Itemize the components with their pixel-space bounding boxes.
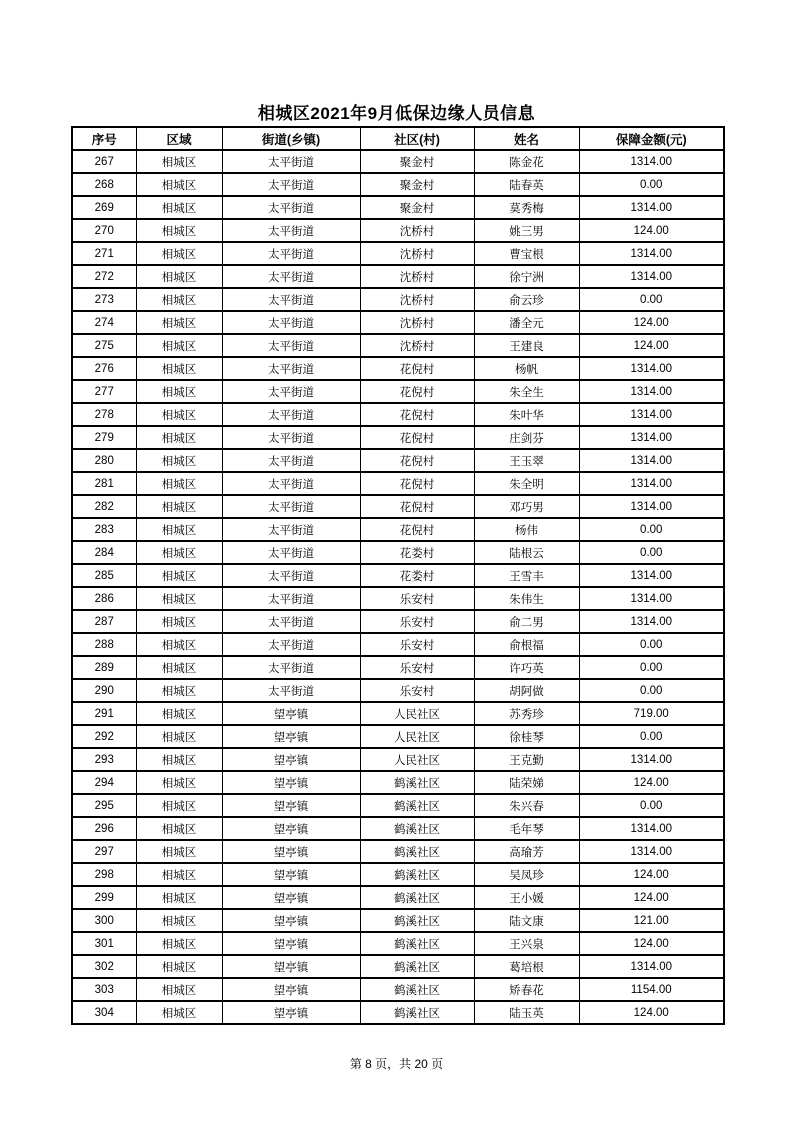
table-cell: 王建良	[474, 334, 579, 357]
table-cell: 278	[72, 403, 136, 426]
table-cell: 1314.00	[579, 265, 724, 288]
table-cell: 俞根福	[474, 633, 579, 656]
table-cell: 相城区	[136, 863, 222, 886]
table-cell: 胡阿做	[474, 679, 579, 702]
table-cell: 299	[72, 886, 136, 909]
table-cell: 人民社区	[360, 725, 474, 748]
table-cell: 相城区	[136, 242, 222, 265]
table-cell: 望亭镇	[222, 771, 360, 794]
table-cell: 288	[72, 633, 136, 656]
table-cell: 沈桥村	[360, 311, 474, 334]
table-cell: 太平街道	[222, 587, 360, 610]
table-row	[72, 610, 724, 633]
table-cell: 太平街道	[222, 633, 360, 656]
table-cell: 庄剑芬	[474, 426, 579, 449]
table-cell: 葛培根	[474, 955, 579, 978]
table-row	[72, 656, 724, 679]
table-row	[72, 633, 724, 656]
table-row	[72, 932, 724, 955]
table-cell: 乐安村	[360, 610, 474, 633]
table-cell: 相城区	[136, 771, 222, 794]
table-cell: 303	[72, 978, 136, 1001]
table-cell: 270	[72, 219, 136, 242]
table-cell: 太平街道	[222, 472, 360, 495]
table-cell: 0.00	[579, 288, 724, 311]
table-cell: 乐安村	[360, 633, 474, 656]
table-cell: 304	[72, 1001, 136, 1024]
table-cell: 王小媛	[474, 886, 579, 909]
table-row	[72, 771, 724, 794]
table-cell: 许巧英	[474, 656, 579, 679]
table-row	[72, 288, 724, 311]
table-cell: 294	[72, 771, 136, 794]
table-cell: 相城区	[136, 472, 222, 495]
table-cell: 聚金村	[360, 196, 474, 219]
table-row	[72, 587, 724, 610]
table-cell: 282	[72, 495, 136, 518]
table-cell: 295	[72, 794, 136, 817]
table-cell: 望亭镇	[222, 886, 360, 909]
table-cell: 望亭镇	[222, 955, 360, 978]
table-cell: 相城区	[136, 817, 222, 840]
table-row	[72, 472, 724, 495]
table-cell: 鹤溪社区	[360, 1001, 474, 1024]
table-cell: 莫秀梅	[474, 196, 579, 219]
header-cell: 姓名	[474, 127, 579, 150]
table-cell: 鹤溪社区	[360, 932, 474, 955]
table-cell: 相城区	[136, 288, 222, 311]
table-cell: 鹤溪社区	[360, 886, 474, 909]
table-cell: 花倪村	[360, 380, 474, 403]
table-cell: 0.00	[579, 633, 724, 656]
table-cell: 275	[72, 334, 136, 357]
table-cell: 高瑜芳	[474, 840, 579, 863]
table-cell: 相城区	[136, 449, 222, 472]
table-cell: 相城区	[136, 150, 222, 173]
table-cell: 花倪村	[360, 357, 474, 380]
table-cell: 乐安村	[360, 587, 474, 610]
table-cell: 鹤溪社区	[360, 955, 474, 978]
table-cell: 124.00	[579, 771, 724, 794]
table-cell: 相城区	[136, 748, 222, 771]
data-table	[71, 126, 725, 1025]
table-cell: 望亭镇	[222, 863, 360, 886]
table-cell: 1314.00	[579, 196, 724, 219]
header-cell: 保障金额(元)	[579, 127, 724, 150]
table-cell: 太平街道	[222, 173, 360, 196]
table-cell: 太平街道	[222, 196, 360, 219]
table-cell: 太平街道	[222, 242, 360, 265]
table-cell: 274	[72, 311, 136, 334]
table-cell: 1314.00	[579, 610, 724, 633]
table-cell: 陆文康	[474, 909, 579, 932]
table-cell: 287	[72, 610, 136, 633]
table-cell: 花倪村	[360, 426, 474, 449]
table-body	[72, 150, 724, 1024]
table-cell: 1314.00	[579, 403, 724, 426]
table-cell: 沈桥村	[360, 334, 474, 357]
table-cell: 毛年琴	[474, 817, 579, 840]
table-row	[72, 311, 724, 334]
table-cell: 相城区	[136, 909, 222, 932]
table-cell: 人民社区	[360, 702, 474, 725]
table-cell: 王玉翠	[474, 449, 579, 472]
table-cell: 人民社区	[360, 748, 474, 771]
table-cell: 徐宁洲	[474, 265, 579, 288]
table-cell: 1314.00	[579, 426, 724, 449]
table-cell: 沈桥村	[360, 288, 474, 311]
table-cell: 望亭镇	[222, 725, 360, 748]
table-cell: 267	[72, 150, 136, 173]
table-row	[72, 541, 724, 564]
table-cell: 相城区	[136, 1001, 222, 1024]
table-cell: 290	[72, 679, 136, 702]
table-cell: 朱兴春	[474, 794, 579, 817]
table-cell: 相城区	[136, 311, 222, 334]
table-cell: 聚金村	[360, 173, 474, 196]
table-cell: 300	[72, 909, 136, 932]
table-cell: 朱全生	[474, 380, 579, 403]
header-cell: 社区(村)	[360, 127, 474, 150]
table-cell: 花娄村	[360, 564, 474, 587]
table-cell: 潘全元	[474, 311, 579, 334]
table-cell: 相城区	[136, 656, 222, 679]
table-cell: 276	[72, 357, 136, 380]
table-row	[72, 702, 724, 725]
table-row	[72, 380, 724, 403]
table-row	[72, 886, 724, 909]
table-cell: 俞云珍	[474, 288, 579, 311]
table-row	[72, 863, 724, 886]
table-cell: 相城区	[136, 978, 222, 1001]
table-cell: 相城区	[136, 725, 222, 748]
table-cell: 朱全明	[474, 472, 579, 495]
table-row	[72, 265, 724, 288]
table-cell: 太平街道	[222, 288, 360, 311]
table-cell: 1314.00	[579, 955, 724, 978]
table-cell: 太平街道	[222, 449, 360, 472]
table-cell: 沈桥村	[360, 242, 474, 265]
table-cell: 望亭镇	[222, 932, 360, 955]
table-row	[72, 495, 724, 518]
table-row	[72, 1001, 724, 1024]
table-cell: 相城区	[136, 357, 222, 380]
table-row	[72, 564, 724, 587]
table-cell: 1314.00	[579, 380, 724, 403]
table-cell: 283	[72, 518, 136, 541]
table-cell: 苏秀珍	[474, 702, 579, 725]
table-cell: 124.00	[579, 1001, 724, 1024]
table-cell: 望亭镇	[222, 702, 360, 725]
table-cell: 望亭镇	[222, 1001, 360, 1024]
table-cell: 0.00	[579, 725, 724, 748]
table-cell: 268	[72, 173, 136, 196]
table-row	[72, 219, 724, 242]
table-cell: 1314.00	[579, 817, 724, 840]
table-cell: 272	[72, 265, 136, 288]
table-row	[72, 909, 724, 932]
table-cell: 0.00	[579, 794, 724, 817]
table-cell: 相城区	[136, 380, 222, 403]
table-cell: 吴凤珍	[474, 863, 579, 886]
table-row	[72, 150, 724, 173]
table-cell: 1314.00	[579, 150, 724, 173]
table-cell: 太平街道	[222, 380, 360, 403]
table-cell: 相城区	[136, 334, 222, 357]
table-cell: 719.00	[579, 702, 724, 725]
table-cell: 285	[72, 564, 136, 587]
table-cell: 望亭镇	[222, 748, 360, 771]
table-cell: 曹宝根	[474, 242, 579, 265]
table-cell: 相城区	[136, 840, 222, 863]
table-row	[72, 955, 724, 978]
table-cell: 王兴泉	[474, 932, 579, 955]
table-cell: 相城区	[136, 219, 222, 242]
table-cell: 124.00	[579, 334, 724, 357]
table-cell: 鹤溪社区	[360, 794, 474, 817]
table-cell: 沈桥村	[360, 219, 474, 242]
table-cell: 姚三男	[474, 219, 579, 242]
table-cell: 297	[72, 840, 136, 863]
table-cell: 291	[72, 702, 136, 725]
table-cell: 相城区	[136, 541, 222, 564]
table-cell: 太平街道	[222, 426, 360, 449]
table-cell: 望亭镇	[222, 840, 360, 863]
table-cell: 鹤溪社区	[360, 978, 474, 1001]
page-title: 相城区2021年9月低保边缘人员信息	[257, 104, 536, 123]
table-cell: 太平街道	[222, 541, 360, 564]
table-cell: 相城区	[136, 702, 222, 725]
table-cell: 杨帆	[474, 357, 579, 380]
table-cell: 太平街道	[222, 518, 360, 541]
table-cell: 花娄村	[360, 541, 474, 564]
table-row	[72, 449, 724, 472]
table-cell: 相城区	[136, 196, 222, 219]
table-cell: 徐桂琴	[474, 725, 579, 748]
table-cell: 太平街道	[222, 357, 360, 380]
table-row	[72, 840, 724, 863]
table-cell: 273	[72, 288, 136, 311]
table-cell: 相城区	[136, 955, 222, 978]
table-cell: 124.00	[579, 863, 724, 886]
table-cell: 相城区	[136, 518, 222, 541]
table-cell: 279	[72, 426, 136, 449]
table-cell: 0.00	[579, 518, 724, 541]
table-cell: 相城区	[136, 265, 222, 288]
table-cell: 太平街道	[222, 311, 360, 334]
table-row	[72, 242, 724, 265]
table-cell: 相城区	[136, 610, 222, 633]
header-row	[72, 127, 724, 150]
table-cell: 293	[72, 748, 136, 771]
table-cell: 鹤溪社区	[360, 863, 474, 886]
table-cell: 太平街道	[222, 150, 360, 173]
table-cell: 相城区	[136, 495, 222, 518]
table-cell: 矫春花	[474, 978, 579, 1001]
header-cell: 街道(乡镇)	[222, 127, 360, 150]
table-cell: 相城区	[136, 564, 222, 587]
table-cell: 太平街道	[222, 679, 360, 702]
table-cell: 281	[72, 472, 136, 495]
table-row	[72, 794, 724, 817]
table-cell: 聚金村	[360, 150, 474, 173]
table-cell: 王克勤	[474, 748, 579, 771]
table-row	[72, 679, 724, 702]
table-cell: 284	[72, 541, 136, 564]
table-cell: 杨伟	[474, 518, 579, 541]
table-cell: 沈桥村	[360, 265, 474, 288]
table-cell: 124.00	[579, 886, 724, 909]
table-cell: 花倪村	[360, 403, 474, 426]
table-cell: 陆玉英	[474, 1001, 579, 1024]
table-cell: 王雪丰	[474, 564, 579, 587]
table-cell: 相城区	[136, 426, 222, 449]
table-cell: 乐安村	[360, 679, 474, 702]
header-cell: 序号	[72, 127, 136, 150]
table-cell: 124.00	[579, 311, 724, 334]
table-cell: 296	[72, 817, 136, 840]
table-cell: 1314.00	[579, 587, 724, 610]
table-cell: 277	[72, 380, 136, 403]
table-cell: 鹤溪社区	[360, 909, 474, 932]
table-cell: 太平街道	[222, 403, 360, 426]
table-cell: 1314.00	[579, 840, 724, 863]
header-cell: 区域	[136, 127, 222, 150]
table-cell: 301	[72, 932, 136, 955]
table-cell: 鹤溪社区	[360, 771, 474, 794]
table-cell: 124.00	[579, 219, 724, 242]
table-cell: 1314.00	[579, 472, 724, 495]
table-cell: 朱伟生	[474, 587, 579, 610]
table-cell: 太平街道	[222, 610, 360, 633]
table-row	[72, 426, 724, 449]
table-cell: 鹤溪社区	[360, 817, 474, 840]
table-cell: 花倪村	[360, 472, 474, 495]
table-cell: 289	[72, 656, 136, 679]
table-cell: 太平街道	[222, 656, 360, 679]
table-cell: 陆根云	[474, 541, 579, 564]
table-cell: 0.00	[579, 656, 724, 679]
table-cell: 相城区	[136, 794, 222, 817]
table-cell: 121.00	[579, 909, 724, 932]
table-cell: 1154.00	[579, 978, 724, 1001]
table-cell: 望亭镇	[222, 794, 360, 817]
table-cell: 陆荣娣	[474, 771, 579, 794]
table-cell: 太平街道	[222, 334, 360, 357]
table-cell: 相城区	[136, 679, 222, 702]
table-cell: 花倪村	[360, 449, 474, 472]
table-row	[72, 978, 724, 1001]
table-cell: 280	[72, 449, 136, 472]
page-number: 第 8 页，共 20 页	[349, 1057, 444, 1071]
table-cell: 298	[72, 863, 136, 886]
table-cell: 相城区	[136, 587, 222, 610]
table-cell: 相城区	[136, 886, 222, 909]
table-cell: 1314.00	[579, 564, 724, 587]
table-row	[72, 334, 724, 357]
table-row	[72, 357, 724, 380]
table-cell: 朱叶华	[474, 403, 579, 426]
table-cell: 花倪村	[360, 518, 474, 541]
table-row	[72, 403, 724, 426]
table-cell: 陆春英	[474, 173, 579, 196]
table-cell: 1314.00	[579, 449, 724, 472]
table-cell: 286	[72, 587, 136, 610]
table-cell: 望亭镇	[222, 978, 360, 1001]
table-row	[72, 725, 724, 748]
table-cell: 鹤溪社区	[360, 840, 474, 863]
table-cell: 1314.00	[579, 748, 724, 771]
table-row	[72, 196, 724, 219]
table-cell: 271	[72, 242, 136, 265]
table-cell: 邓巧男	[474, 495, 579, 518]
table-cell: 相城区	[136, 633, 222, 656]
table-cell: 相城区	[136, 173, 222, 196]
table-cell: 太平街道	[222, 265, 360, 288]
table-cell: 0.00	[579, 541, 724, 564]
table-cell: 相城区	[136, 403, 222, 426]
table-cell: 望亭镇	[222, 817, 360, 840]
table-cell: 0.00	[579, 173, 724, 196]
table-cell: 302	[72, 955, 136, 978]
table-cell: 0.00	[579, 679, 724, 702]
table-cell: 乐安村	[360, 656, 474, 679]
table-cell: 292	[72, 725, 136, 748]
table-cell: 太平街道	[222, 219, 360, 242]
table-cell: 1314.00	[579, 357, 724, 380]
table-row	[72, 173, 724, 196]
table-cell: 太平街道	[222, 495, 360, 518]
table-cell: 太平街道	[222, 564, 360, 587]
table-row	[72, 518, 724, 541]
table-row	[72, 748, 724, 771]
table-row	[72, 817, 724, 840]
table-cell: 124.00	[579, 932, 724, 955]
table-cell: 望亭镇	[222, 909, 360, 932]
table-cell: 1314.00	[579, 242, 724, 265]
table-cell: 相城区	[136, 932, 222, 955]
table-cell: 陈金花	[474, 150, 579, 173]
table-cell: 俞二男	[474, 610, 579, 633]
table-cell: 花倪村	[360, 495, 474, 518]
table-cell: 1314.00	[579, 495, 724, 518]
table-cell: 269	[72, 196, 136, 219]
